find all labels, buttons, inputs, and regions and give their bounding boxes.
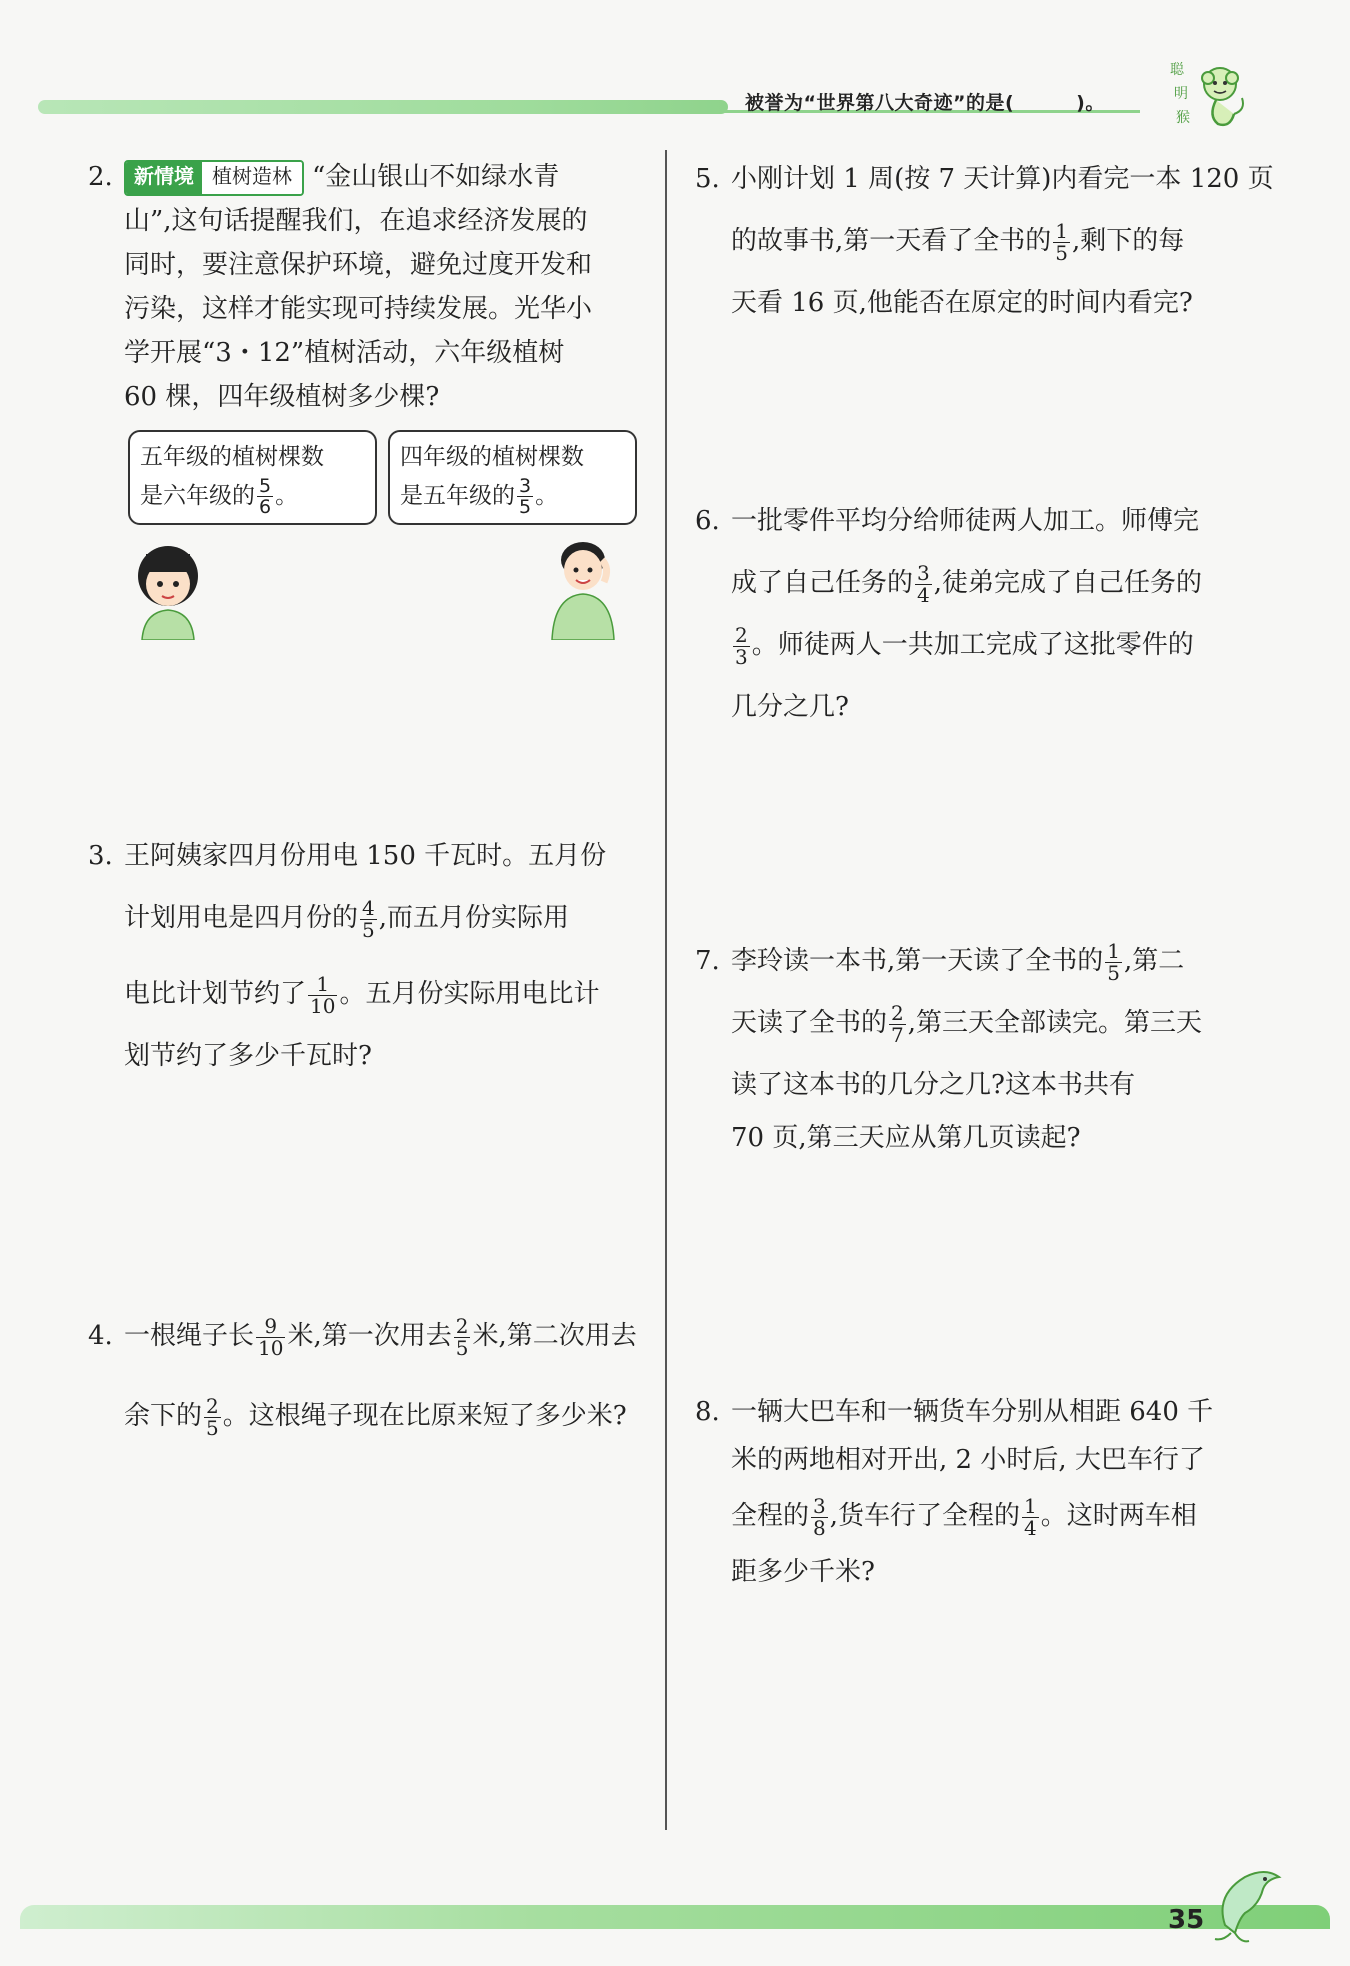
question-text: ,而五月份实际用 [378, 903, 570, 933]
question-number: 7. [695, 946, 720, 976]
question-text: 余下的 [124, 1401, 203, 1431]
fraction: $\frac{4}{5}$ [362, 895, 375, 942]
question-text: 70 页,第三天应从第几页读起? [731, 1123, 1081, 1153]
new-scenario-tag [124, 160, 304, 196]
question-text: 距多少千米? [731, 1557, 875, 1587]
fraction: $\frac{1}{5}$ [1055, 218, 1068, 265]
question-text: 山”,这句话提醒我们，在追求经济发展的 [124, 206, 588, 236]
column-divider [665, 150, 667, 1830]
question-text: 污染，这样才能实现可持续发展。光华小 [124, 294, 593, 324]
question-text: 米的两地相对开出, 2 小时后, 大巴车行了 [731, 1445, 1205, 1475]
header-hint [745, 88, 1105, 115]
svg-text:猴: 猴 [1176, 110, 1190, 126]
question-text: 李玲读一本书,第一天读了全书的 [731, 946, 1104, 976]
fraction: $\frac{1}{5}$ [1107, 938, 1120, 985]
question-text: 学开展“3・12”植树活动，六年级植树 [124, 338, 565, 368]
question-text: 读了这本书的几分之几?这本书共有 [731, 1070, 1135, 1100]
question-text: 天读了全书的 [731, 1008, 888, 1038]
question-text: ,第二 [1124, 946, 1185, 976]
question-text: 米,第一次用去 [287, 1321, 452, 1351]
question-text: 小刚计划 1 周(按 7 天计算)内看完一本 120 页 [731, 164, 1274, 194]
boy-illustration-icon [538, 530, 628, 640]
fraction: $\frac{5}{6}$ [259, 475, 272, 518]
hint-suffix: )。 [1076, 92, 1105, 114]
question-text: 天看 16 页,他能否在原定的时间内看完? [731, 288, 1193, 318]
page-number: 35 [1168, 1905, 1205, 1935]
question-4 [88, 1305, 658, 1447]
fraction: $\frac{2}{3}$ [735, 622, 748, 669]
fraction: $\frac{3}{5}$ [519, 475, 532, 518]
hint-prefix: 被誉为“世界第八大奇迹”的是( [745, 92, 1015, 114]
fraction: $\frac{2}{7}$ [891, 1000, 904, 1047]
question-8 [695, 1388, 1255, 1596]
fraction: $\frac{2}{5}$ [455, 1313, 469, 1360]
question-text: ,货车行了全程的 [829, 1501, 1021, 1531]
question-number: 8. [695, 1397, 720, 1427]
question-number: 2. [88, 162, 113, 192]
question-text: 成了自己任务的 [731, 568, 914, 598]
question-number: 3. [88, 841, 113, 871]
speech-bubble-girl: 五年级的植树棵数 是六年级的 $\frac{5}{6}$ 。 [128, 430, 377, 525]
question-2 [88, 155, 648, 419]
speech-bubble-boy: 四年级的植树棵数 是五年级的 $\frac{3}{5}$ 。 [388, 430, 637, 525]
question-text: 。师徒两人一共加工完成了这批零件的 [751, 630, 1194, 660]
question-6 [695, 490, 1255, 738]
question-text: 王阿姨家四月份用电 150 千瓦时。五月份 [124, 841, 607, 871]
mascot-text: 聪 [1170, 62, 1184, 78]
fraction: $\frac{1}{10}$ [310, 971, 336, 1018]
footer-band [20, 1905, 1330, 1929]
question-7 [695, 930, 1255, 1160]
bubble-text: 是六年级的 [140, 483, 255, 509]
question-3 [88, 825, 648, 1087]
question-number: 5. [695, 164, 720, 194]
question-number: 6. [695, 506, 720, 536]
question-5 [695, 148, 1274, 334]
bubble-text: 四年级的植树棵数 [400, 444, 584, 470]
question-text: ,剩下的每 [1072, 226, 1185, 256]
question-text: 的故事书,第一天看了全书的 [731, 226, 1052, 256]
question-text: 。这根绳子现在比原来短了多少米? [222, 1401, 627, 1431]
question-text: 。这时两车相 [1040, 1501, 1197, 1531]
girl-illustration-icon [128, 540, 208, 640]
question-text: 电比计划节约了 [124, 979, 307, 1009]
monkey-mascot-icon [1168, 58, 1248, 134]
fraction: $\frac{3}{4}$ [917, 560, 930, 607]
question-text: 几分之几? [731, 692, 849, 722]
question-text: ,第三天全部读完。第三天 [907, 1008, 1203, 1038]
fraction: $\frac{1}{4}$ [1024, 1493, 1037, 1540]
question-text: 全程的 [731, 1501, 810, 1531]
bubble-text: 五年级的植树棵数 [140, 444, 324, 470]
question-text: 划节约了多少千瓦时? [124, 1041, 372, 1071]
bubble-text: 是五年级的 [400, 483, 515, 509]
tag-topic: 植树造林 [202, 162, 302, 194]
header-band [38, 100, 728, 114]
question-text: 60 棵，四年级植树多少棵? [124, 382, 440, 412]
question-text: 一根绳子长 [124, 1321, 255, 1351]
question-text: ,徒弟完成了自己任务的 [933, 568, 1203, 598]
question-number: 4. [88, 1321, 113, 1351]
fraction: $\frac{3}{8}$ [813, 1493, 826, 1540]
question-text: 一辆大巴车和一辆货车分别从相距 640 千 [731, 1397, 1214, 1427]
fraction: $\frac{2}{5}$ [206, 1393, 219, 1440]
question-text: “金山银山不如绿水青 [312, 162, 560, 192]
question-text: 计划用电是四月份的 [124, 903, 359, 933]
tag-label: 新情境 [126, 162, 202, 194]
question-text: 米,第二次用去 [472, 1321, 637, 1351]
question-text: 同时，要注意保护环境，避免过度开发和 [124, 250, 593, 280]
fraction: $\frac{9}{10}$ [258, 1313, 284, 1360]
question-text: 一批零件平均分给师徒两人加工。师傅完 [731, 506, 1200, 536]
dolphin-mascot-icon [1205, 1855, 1295, 1945]
svg-text:明: 明 [1174, 86, 1188, 102]
question-text: 。五月份实际用电比计 [339, 979, 600, 1009]
